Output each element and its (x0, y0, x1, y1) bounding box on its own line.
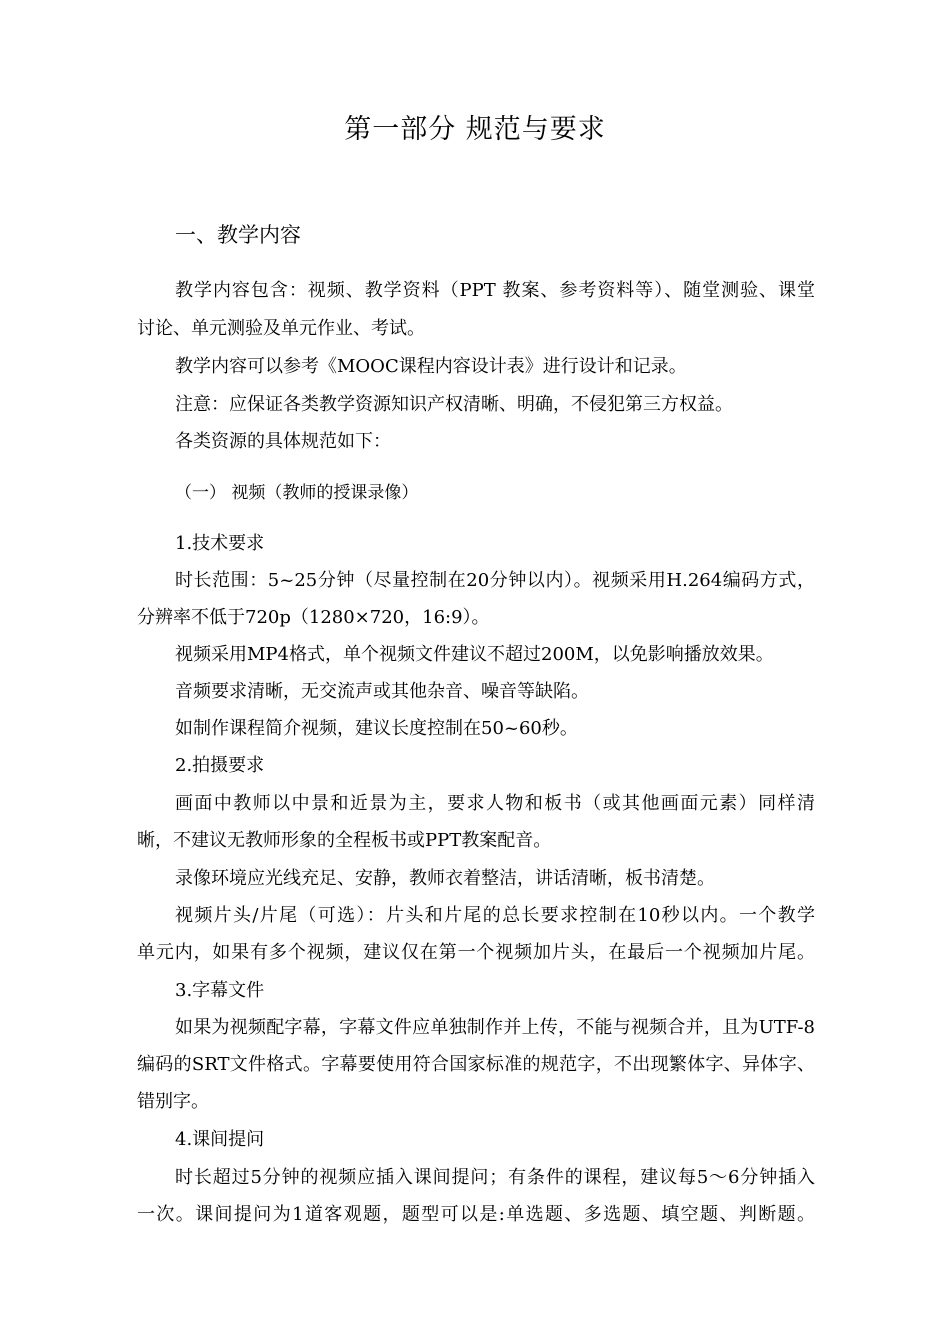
item-heading-subtitles: 3.字幕文件 (175, 980, 265, 1001)
item-heading-questions: 4.课间提问 (175, 1129, 265, 1150)
subsection-heading-video: （一） 视频（教师的授课录像） (175, 483, 419, 503)
paragraph-line: 教学内容包含：视频、教学资料（PPT 教案、参考资料等）、随堂测验、课堂 (175, 280, 815, 301)
paragraph-line: 视频采用MP4格式，单个视频文件建议不超过200M，以免影响播放效果。 (175, 644, 774, 665)
item-heading-technical: 1.技术要求 (175, 533, 265, 554)
paragraph-line: 如制作课程简介视频，建议长度控制在50~60秒。 (175, 718, 578, 739)
page-title: 第一部分 规范与要求 (344, 114, 606, 145)
section-heading-teaching-content: 一、教学内容 (175, 223, 301, 247)
paragraph-line: 视频片头/片尾（可选）：片头和片尾的总长要求控制在10秒以内。一个教学 (175, 905, 815, 926)
paragraph-line: 讨论、单元测验及单元作业、考试。 (137, 318, 425, 339)
paragraph-line: 教学内容可以参考《MOOC课程内容设计表》进行设计和记录。 (175, 356, 687, 377)
paragraph-line: 时长范围：5~25分钟（尽量控制在20分钟以内）。视频采用H.264编码方式， (175, 570, 815, 591)
paragraph-line: 一次。课间提问为1道客观题，题型可以是:单选题、多选题、填空题、判断题。 (137, 1204, 815, 1225)
item-heading-filming: 2.拍摄要求 (175, 755, 265, 776)
paragraph-line: 各类资源的具体规范如下： (175, 431, 391, 452)
paragraph-line: 编码的SRT文件格式。字幕要使用符合国家标准的规范字，不出现繁体字、异体字、 (137, 1054, 815, 1075)
paragraph-line: 单元内，如果有多个视频，建议仅在第一个视频加片头，在最后一个视频加片尾。 (137, 942, 815, 963)
paragraph-line: 画面中教师以中景和近景为主，要求人物和板书（或其他画面元素）同样清 (175, 793, 815, 814)
paragraph-line: 晰，不建议无教师形象的全程板书或PPT教案配音。 (137, 830, 552, 851)
paragraph-line: 如果为视频配字幕，字幕文件应单独制作并上传，不能与视频合并，且为UTF-8 (175, 1017, 815, 1038)
paragraph-line: 时长超过5分钟的视频应插入课间提问；有条件的课程，建议每5～6分钟插入 (175, 1167, 815, 1188)
paragraph-line: 录像环境应光线充足、安静，教师衣着整洁，讲话清晰，板书清楚。 (175, 868, 715, 889)
paragraph-line: 音频要求清晰，无交流声或其他杂音、噪音等缺陷。 (175, 681, 589, 702)
paragraph-line: 错别字。 (137, 1091, 209, 1112)
paragraph-line: 分辨率不低于720p（1280×720，16:9）。 (137, 607, 490, 628)
paragraph-line: 注意：应保证各类教学资源知识产权清晰、明确，不侵犯第三方权益。 (175, 394, 733, 415)
